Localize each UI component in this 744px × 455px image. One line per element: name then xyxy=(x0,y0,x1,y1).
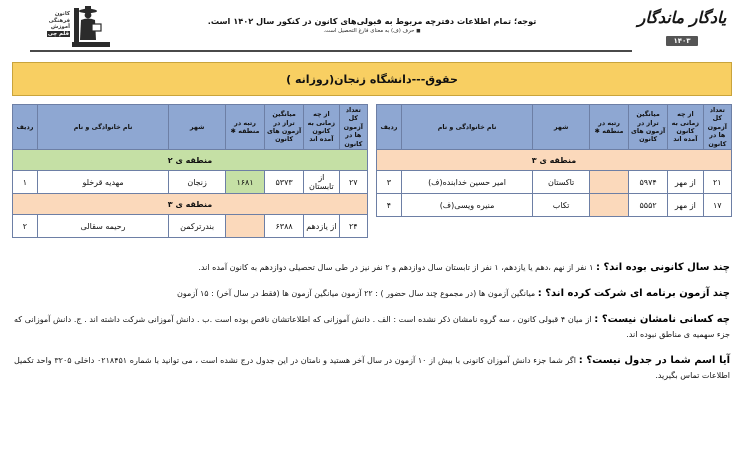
cell-count: ۲۷ xyxy=(339,171,367,194)
results-table-right xyxy=(12,104,368,238)
notice-sub-text: ◼ حرف (ف) به معنای فارغ التحصیل است. xyxy=(323,28,421,34)
cell-city: تاکستان xyxy=(533,171,590,194)
faq-answer: از میان ۴ قبولی کانون ، سه گروه نامشان ذکر نشده است : الف . دانش آموزانی که اطلاعاتشان ناقص بوده است .ب . دانش آموزانی شرکت داشته اند . ج. دانش آموزانی که جزء سهمیه ی مناطق نبوده اند. xyxy=(14,315,730,340)
table-body-left xyxy=(377,150,732,217)
logo-word-2: آموزش xyxy=(50,24,70,31)
cell-rank xyxy=(590,194,629,217)
results-tables xyxy=(12,104,732,238)
faq-section xyxy=(14,260,730,383)
col-header-city: شهر xyxy=(533,105,590,150)
col-header-rank: رتبه در منطقه ✱ xyxy=(226,105,265,150)
table-row xyxy=(377,194,732,217)
col-header-city: شهر xyxy=(169,105,226,150)
cell-since: از مهر xyxy=(668,194,704,217)
faq-item xyxy=(14,286,730,301)
faq-question: آیا اسم شما در جدول نیست؟ : xyxy=(578,355,731,367)
cell-since: از یازدهم xyxy=(304,215,340,238)
cell-rank: ۱۶۸۱ xyxy=(226,171,265,194)
zone-label: منطقه ی ۳ xyxy=(13,194,368,215)
cell-rank xyxy=(226,215,265,238)
brand-mark xyxy=(630,8,734,47)
zone-label: منطقه ی ۲ xyxy=(13,150,368,171)
col-header-count: تعداد کل آزمون ها در کانون xyxy=(703,105,731,150)
graduate-figure-icon xyxy=(72,2,110,48)
logo-word-1: فرهنگی xyxy=(48,17,70,24)
cell-average: ۵۵۵۲ xyxy=(629,194,668,217)
cell-city: زنجان xyxy=(169,171,226,194)
cell-since: از مهر xyxy=(668,171,704,194)
cell-city: بندرترکمن xyxy=(169,215,226,238)
cell-no: ۳ xyxy=(377,171,402,194)
faq-answer: اگر شما جزء دانش آموزان کانونی با بیش از ۱۰ آزمون در سال آخر هستید و نامتان در این جدول درج نشده است ، می توانید با شماره ۰۲۱۸۴۵۱ داخلی ۳۲۰۵ واحد تکمیل اطلاعات تماس بگیرید. xyxy=(14,356,730,381)
header-divider xyxy=(30,50,632,52)
faq-item xyxy=(14,312,730,342)
logo-word-3: قلم چی xyxy=(47,30,69,37)
col-header-average: میانگین تراز در آزمون های کانون xyxy=(265,105,304,150)
cell-average: ۵۹۷۴ xyxy=(629,171,668,194)
zone-row xyxy=(377,150,732,171)
col-header-count: تعداد کل آزمون ها در کانون xyxy=(339,105,367,150)
col-header-rank: رتبه در منطقه ✱ xyxy=(590,105,629,150)
cell-count: ۲۱ xyxy=(703,171,731,194)
zone-label: منطقه ی ۳ xyxy=(377,150,732,171)
col-header-no: ردیف xyxy=(377,105,402,150)
notice-main-text: توجه؛ تمام اطلاعات دفترچه مربوط به قبولی‌های کانون در کنکور سال ۱۴۰۲ است. xyxy=(207,16,537,26)
graduate-icon-svg xyxy=(72,2,110,48)
kanoon-logo-words xyxy=(47,2,72,37)
faq-answer: ۱ نفر از نهم ،دهم یا یازدهم، ۱ نفر از تابستان سال دوازدهم و ۲ نفر نیز در طی سال تحصیلی دوازدهم به کانون آمده اند. xyxy=(198,263,594,273)
faq-question: چند سال کانونی بوده اند؟ : xyxy=(595,262,730,274)
results-table-left-wrap xyxy=(376,104,732,217)
faq-item xyxy=(14,260,730,275)
table-header-right xyxy=(13,105,368,150)
logo-word-0: کانون xyxy=(54,11,70,17)
page-header xyxy=(0,0,744,58)
results-table-left xyxy=(376,104,732,217)
table-header-row xyxy=(13,105,368,150)
cell-name: منیره ویسی(ف) xyxy=(401,194,532,217)
kanoon-logo xyxy=(14,2,110,50)
table-header-row xyxy=(377,105,732,150)
col-header-no: ردیف xyxy=(13,105,38,150)
table-row xyxy=(377,171,732,194)
cell-average: ۶۳۸۸ xyxy=(265,215,304,238)
col-header-average: میانگین تراز در آزمون های کانون xyxy=(629,105,668,150)
table-row xyxy=(13,171,368,194)
faq-item xyxy=(14,353,730,383)
table-header-left xyxy=(377,105,732,150)
brand-title: یادگار ماندگار xyxy=(637,8,727,27)
cell-city: تکاب xyxy=(533,194,590,217)
table-body-right xyxy=(13,150,368,238)
faq-answer: میانگین آزمون ها (در مجموع چند سال حضور ) : ۲۲ آزمون میانگین آزمون ها (فقط در سال آخر) : ۱۵ آزمون xyxy=(177,289,536,299)
cell-no: ۴ xyxy=(377,194,402,217)
cell-count: ۱۷ xyxy=(703,194,731,217)
cell-name: مهدیه قرخلو xyxy=(37,171,168,194)
cell-rank xyxy=(590,171,629,194)
faq-question: چه کسانی نامشان نیست؟ : xyxy=(594,314,731,326)
cell-count: ۲۴ xyxy=(339,215,367,238)
cell-no: ۲ xyxy=(13,215,38,238)
brand-year-badge: ۱۴۰۳ xyxy=(666,36,697,46)
cell-no: ۱ xyxy=(13,171,38,194)
col-header-since: از چه زمانی به کانون آمده اند xyxy=(304,105,340,150)
cell-average: ۵۳۷۳ xyxy=(265,171,304,194)
col-header-since: از چه زمانی به کانون آمده اند xyxy=(668,105,704,150)
results-table-right-wrap xyxy=(12,104,368,238)
cell-since: از تابستان xyxy=(304,171,340,194)
col-header-name: نام خانوادگی و نام xyxy=(37,105,168,150)
zone-row xyxy=(13,150,368,171)
page-title xyxy=(12,62,732,96)
cell-name: رحیمه سقالی xyxy=(37,215,168,238)
faq-question: چند آزمون برنامه ای شرکت کرده اند؟ : xyxy=(537,288,730,300)
zone-row xyxy=(13,194,368,215)
table-row xyxy=(13,215,368,238)
col-header-name: نام خانوادگی و نام xyxy=(401,105,532,150)
cell-name: امیر حسین خدابنده(ف) xyxy=(401,171,532,194)
page-title-text: حقوق---دانشگاه زنجان(روزانه ) xyxy=(286,72,458,86)
